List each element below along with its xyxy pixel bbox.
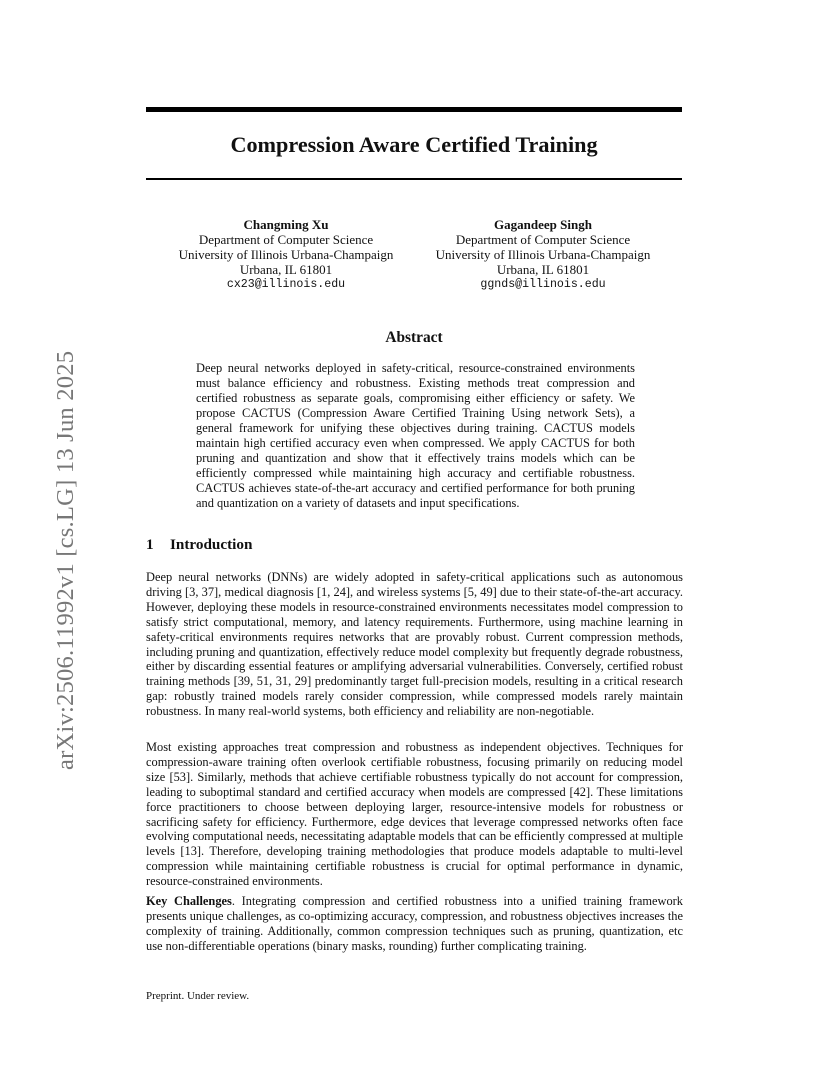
intro-paragraph-1: Deep neural networks (DNNs) are widely adopted in safety-critical applications such as autonomous driving [3, 37], medical diagnosis [1, 24], and wireless systems [5, 49] due to their state-of-the-art accuracy. However, deploying these models in resource-constrained environments necessitates model compression to satisfy strict computational, memory, and latency requirements. Furthermore, using machine learning in safety-critical environments requires networks that are provably robust. Current compression methods, including pruning and quantization, effectively reduce model complexity but frequently degrade robustness, either by discarding essential features or amplifying adversarial vulnerabilities. Conversely, certified robust training methods [39, 51, 31, 29] predominantly target full-precision models, resulting in a critical research gap: robustly trained models rarely consider compression, while compressed models rarely maintain robustness. In many real-world systems, both efficiency and reliability are non-negotiable. xyxy=(146,570,683,719)
author-email[interactable]: ggnds@illinois.edu xyxy=(480,278,606,291)
author-location: Urbana, IL 61801 xyxy=(496,262,590,277)
paper-title: Compression Aware Certified Training xyxy=(230,132,598,157)
title-top-rule xyxy=(146,107,682,112)
key-challenges-paragraph xyxy=(146,894,683,954)
section-number: 1 xyxy=(146,536,154,553)
author-name: Gagandeep Singh xyxy=(494,217,592,232)
preprint-note: Preprint. Under review. xyxy=(146,990,250,1002)
arxiv-identifier-stamp xyxy=(22,300,79,770)
author-institution: University of Illinois Urbana-Champaign xyxy=(178,247,394,262)
section-title: Introduction xyxy=(170,536,253,553)
abstract-heading: Abstract xyxy=(385,329,443,346)
author-location: Urbana, IL 61801 xyxy=(239,262,333,277)
title-bottom-rule xyxy=(146,178,682,180)
author-department: Department of Computer Science xyxy=(455,232,631,247)
section-heading xyxy=(146,536,252,554)
arxiv-identifier-text: arXiv:2506.11992v1 [cs.LG] 13 Jun 2025 xyxy=(52,350,79,770)
abstract-text: Deep neural networks deployed in safety-critical, resource-constrained environments must balance efficiency and robustness. Existing methods treat compression and certified robustness as separate goals, compromising either efficiency or safety. We propose CACTUS (Compression Aware Certified Training Using network Sets), a general framework for unifying these objectives during training. CACTUS models maintain high certified accuracy even when compressed. We apply CACTUS for both pruning and quantization and show that it effectively trains models which can be efficiently compressed while maintaining high accuracy and certifiable robustness. CACTUS achieves state-of-the-art accuracy and certified performance for both pruning and quantization on a variety of datasets and input specifications. xyxy=(196,361,635,510)
key-challenges-lead: Key Challenges xyxy=(146,894,232,908)
intro-paragraph-2: Most existing approaches treat compression and robustness as independent objectives. Techniques for compression-aware training often overlook certifiable robustness, focusing primarily on reducing model size [53]. Similarly, methods that achieve certifiable robustness typically do not account for compression, leading to suboptimal standard and certified accuracy when models are compressed [42]. These limitations force practitioners to choose between deploying larger, resource-intensive models for robustness or sacrificing safety for efficiency. Furthermore, edge devices that leverage compressed networks often face evolving computational needs, necessitating adaptable models that can be efficiently compressed at multiple levels [13]. Therefore, developing training methodologies that produce models adaptable to multi-level compression while maintaining certifiable robustness is crucial for optimal performance in dynamic, resource-constrained environments. xyxy=(146,740,683,889)
author-email[interactable]: cx23@illinois.edu xyxy=(226,278,346,291)
author-institution: University of Illinois Urbana-Champaign xyxy=(435,247,651,262)
key-challenges-text: . Integrating compression and certified robustness into a unified training framework presents unique challenges, as co-optimizing accuracy, compression, and robustness objectives increases the complexity of training. Additionally, common compression techniques such as pruning, quantization, etc use non-differentiable operations (binary masks, rounding) further complicating training. xyxy=(146,894,683,953)
author-block-2 xyxy=(423,217,663,292)
author-department: Department of Computer Science xyxy=(198,232,374,247)
author-name: Changming Xu xyxy=(243,217,329,232)
author-block-1 xyxy=(166,217,406,292)
